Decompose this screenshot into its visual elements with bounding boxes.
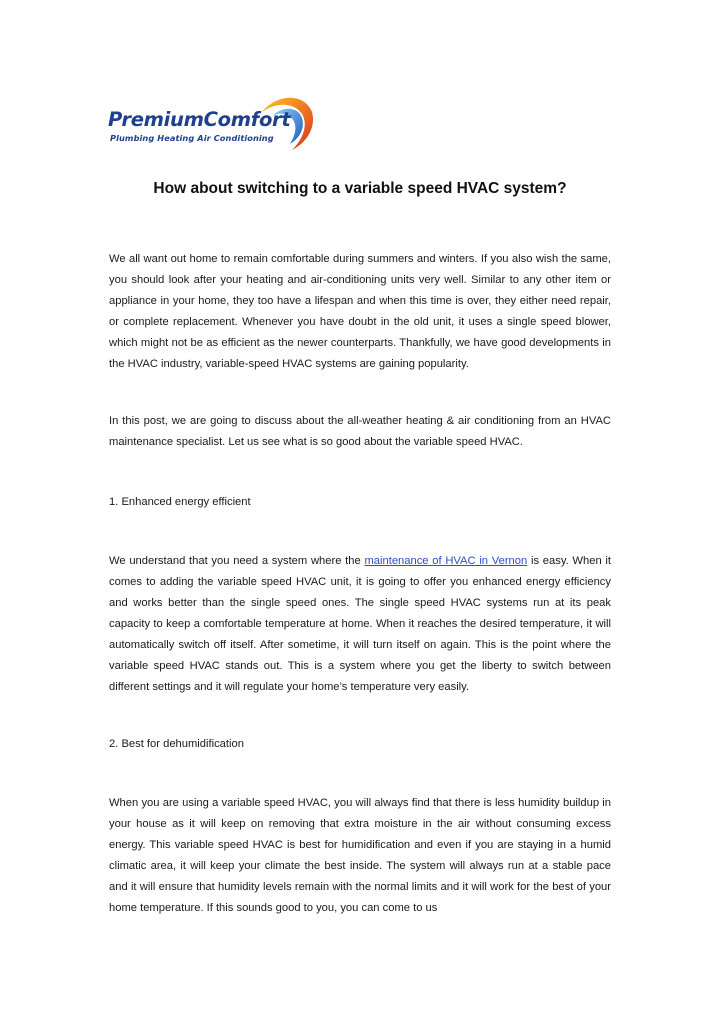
- article-title: How about switching to a variable speed HVAC system?: [153, 180, 567, 197]
- section-heading-dehumidification: 2. Best for dehumidification: [109, 738, 244, 750]
- energy-text-after: is easy. When it comes to adding the variable speed HVAC unit, it is going to offer you enhanced energy efficiency and works better than the single speed ones. The single speed HVAC systems run at its peak capacity to keep a comfortable temperature at home. When it reaches the desired temperature, it will automatically switch off itself. After sometime, it will turn itself on again. This is the point where the variable speed HVAC stands out. This is a system where you get the liberty to switch between different settings and it will regulate your home’s temperature very easily.: [109, 555, 611, 693]
- energy-paragraph: [109, 551, 611, 698]
- dehumidification-paragraph: When you are using a variable speed HVAC, you will always find that there is less humidity buildup in your house as it will keep on removing that extra moisture in the air without consuming excess energy. This variable speed HVAC is best for humidification and even if you are staying in a humid climatic area, it will keep your climate the best inside. The system will always run at a stable pace and it will ensure that humidity levels remain with the normal limits and it will work for the best of your home temperature. If this sounds good to you, you can come to us: [109, 797, 611, 914]
- logo-tagline: Plumbing Heating Air Conditioning: [110, 133, 274, 143]
- hvac-vernon-link[interactable]: maintenance of HVAC in Vernon: [364, 555, 528, 567]
- section-heading-energy: 1. Enhanced energy efficient: [109, 496, 251, 508]
- energy-text-before: We understand that you need a system where the: [109, 555, 365, 567]
- post-intro-paragraph: In this post, we are going to discuss about the all-weather heating & air conditioning from an HVAC maintenance specialist. Let us see what is so good about the variable speed HVAC.: [109, 415, 611, 448]
- premiumcomfort-logo: [108, 92, 313, 156]
- intro-paragraph: We all want out home to remain comfortable during summers and winters. If you also wish the same, you should look after your heating and air-conditioning units very well. Similar to any other item or appliance in your home, they too have a lifespan and when this time is over, they either need repair, or complete replacement. Whenever you have doubt in the old unit, it uses a single speed blower, which might not be as efficient as the newer counterparts. Thankfully, we have good developments in the HVAC industry, variable-speed HVAC systems are gaining popularity.: [109, 253, 611, 370]
- logo-wordmark: PremiumComfort: [108, 108, 291, 131]
